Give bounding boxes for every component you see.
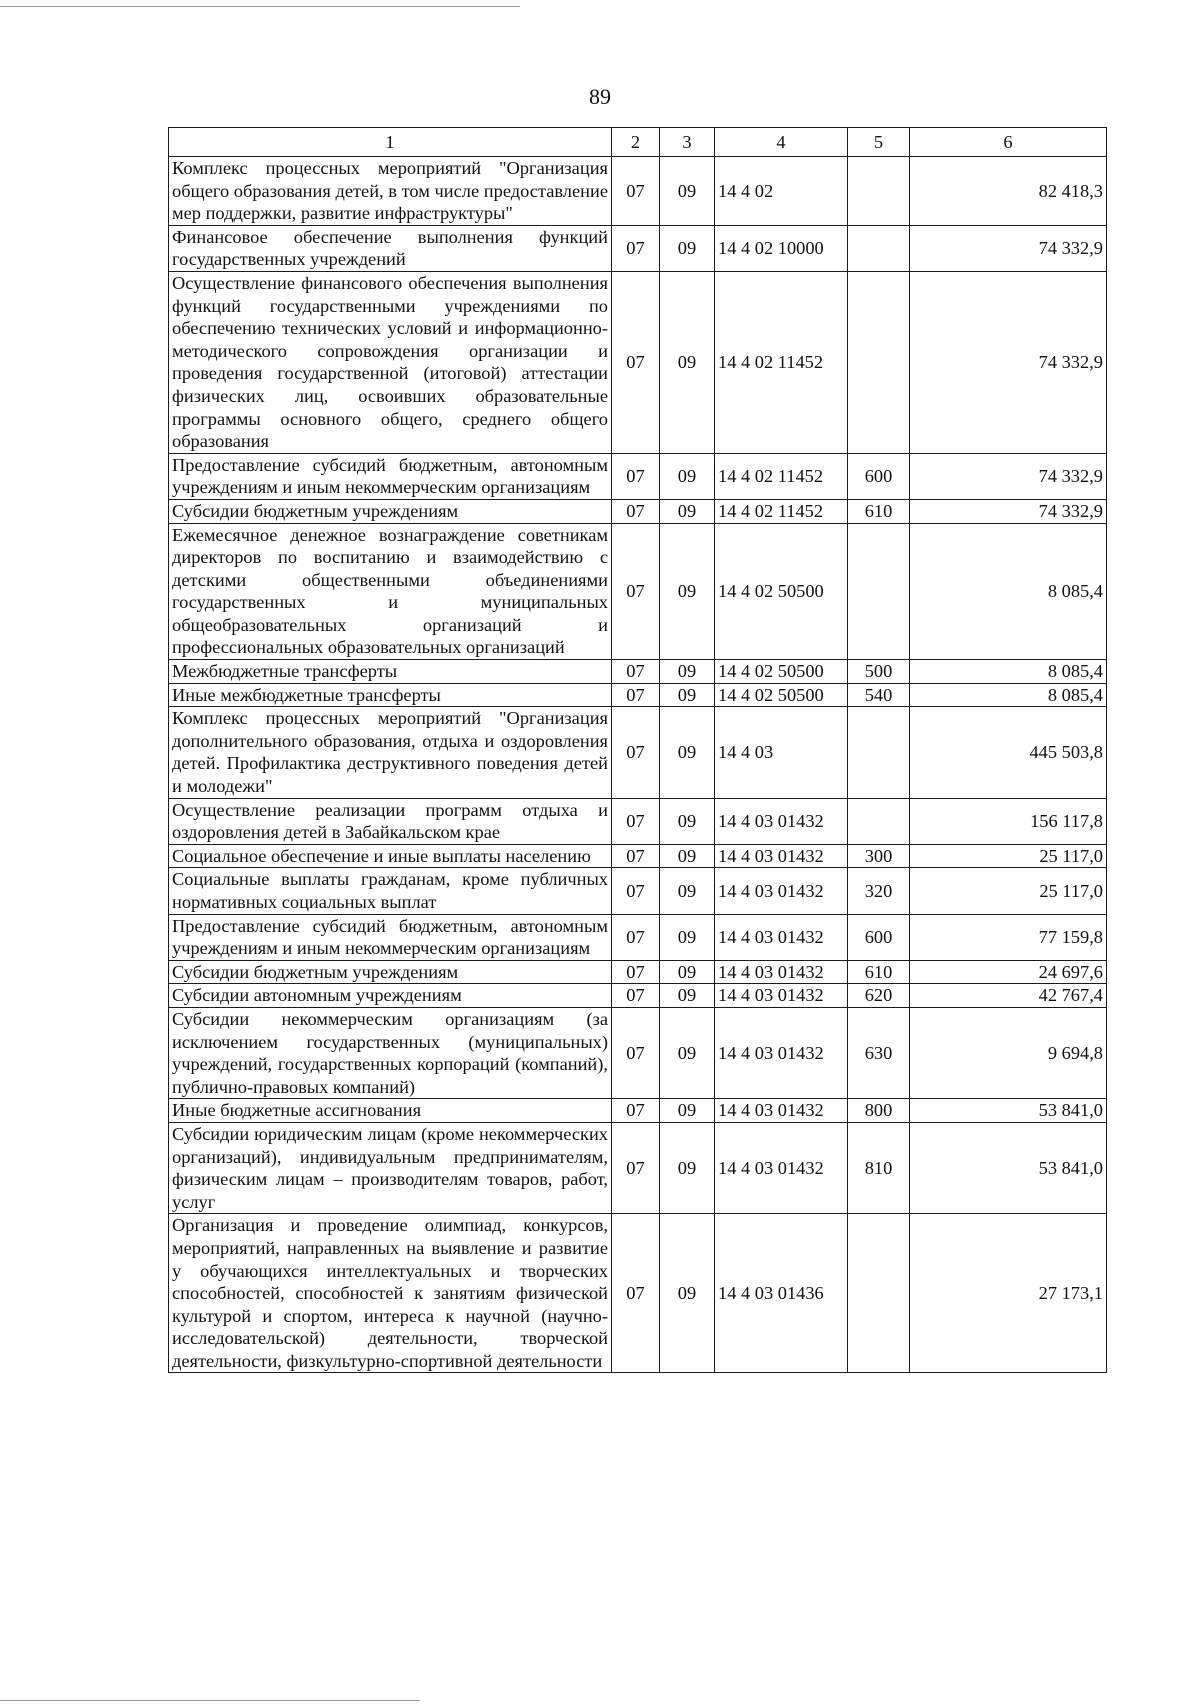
- row-name: Социальные выплаты гражданам, кроме публичных нормативных социальных выплат: [169, 868, 612, 914]
- row-name: Осуществление финансового обеспечения выполнения функций государственными учреждениями по обеспечению технических условий и информационно-методического сопровождения организации и проведения государственной (итоговой) аттестации физических лиц, освоивших образовательные программы основного общего, среднего общего образования: [169, 271, 612, 453]
- table-row: [169, 960, 1107, 984]
- table-row: [169, 707, 1107, 798]
- row-target-code: 14 4 03 01432: [715, 984, 848, 1008]
- row-amount: 82 418,3: [910, 157, 1107, 226]
- row-section: 07: [612, 499, 660, 523]
- header-col-5: 5: [848, 128, 910, 157]
- row-target-code: 14 4 03 01432: [715, 960, 848, 984]
- row-expense-type: 600: [848, 914, 910, 960]
- row-subsection: 09: [660, 984, 715, 1008]
- header-col-6: 6: [910, 128, 1107, 157]
- table-row: [169, 660, 1107, 684]
- row-name: Иные бюджетные ассигнования: [169, 1099, 612, 1123]
- row-name: Организация и проведение олимпиад, конкурсов, мероприятий, направленных на выявление и развитие у обучающихся интеллектуальных и творческих способностей, способностей к занятиям физической культурой и спортом, интереса к научной (научно-исследовательской) деятельности, творческой деятельности, физкультурно-спортивной деятельности: [169, 1214, 612, 1373]
- row-expense-type: [848, 157, 910, 226]
- row-subsection: 09: [660, 1122, 715, 1213]
- row-amount: 53 841,0: [910, 1122, 1107, 1213]
- row-amount: 445 503,8: [910, 707, 1107, 798]
- row-target-code: 14 4 02 50500: [715, 683, 848, 707]
- row-subsection: 09: [660, 157, 715, 226]
- row-section: 07: [612, 868, 660, 914]
- row-name: Осуществление реализации программ отдыха и оздоровления детей в Забайкальском крае: [169, 798, 612, 844]
- row-subsection: 09: [660, 453, 715, 499]
- row-subsection: 09: [660, 225, 715, 271]
- row-target-code: 14 4 02 11452: [715, 453, 848, 499]
- header-col-2: 2: [612, 128, 660, 157]
- row-amount: 77 159,8: [910, 914, 1107, 960]
- table-row: [169, 157, 1107, 226]
- row-expense-type: [848, 798, 910, 844]
- row-name: Субсидии бюджетным учреждениям: [169, 499, 612, 523]
- header-col-4: 4: [715, 128, 848, 157]
- table-header-row: [169, 128, 1107, 157]
- row-expense-type: 630: [848, 1007, 910, 1098]
- scan-edge-bottom: [0, 1700, 420, 1701]
- table-row: [169, 1099, 1107, 1123]
- row-name: Субсидии некоммерческим организациям (за исключением государственных (муниципальных) учреждений, государственных корпораций (компаний), публично-правовых компаний): [169, 1007, 612, 1098]
- row-expense-type: [848, 523, 910, 660]
- table-row: [169, 868, 1107, 914]
- row-section: 07: [612, 453, 660, 499]
- row-target-code: 14 4 02 11452: [715, 499, 848, 523]
- row-section: 07: [612, 960, 660, 984]
- table-row: [169, 1214, 1107, 1373]
- row-section: 07: [612, 1099, 660, 1123]
- row-target-code: 14 4 03 01432: [715, 798, 848, 844]
- row-section: 07: [612, 707, 660, 798]
- row-subsection: 09: [660, 960, 715, 984]
- row-amount: 8 085,4: [910, 660, 1107, 684]
- row-name: Финансовое обеспечение выполнения функций государственных учреждений: [169, 225, 612, 271]
- row-name: Предоставление субсидий бюджетным, автономным учреждениям и иным некоммерческим организациям: [169, 914, 612, 960]
- row-amount: 25 117,0: [910, 844, 1107, 868]
- row-section: 07: [612, 683, 660, 707]
- row-expense-type: 300: [848, 844, 910, 868]
- table-row: [169, 1007, 1107, 1098]
- table-row: [169, 271, 1107, 453]
- row-name: Субсидии автономным учреждениям: [169, 984, 612, 1008]
- row-subsection: 09: [660, 1099, 715, 1123]
- row-section: 07: [612, 1122, 660, 1213]
- row-expense-type: 810: [848, 1122, 910, 1213]
- row-amount: 8 085,4: [910, 523, 1107, 660]
- row-expense-type: [848, 271, 910, 453]
- scan-edge-top: [0, 6, 520, 7]
- row-amount: 9 694,8: [910, 1007, 1107, 1098]
- row-target-code: 14 4 02: [715, 157, 848, 226]
- row-subsection: 09: [660, 660, 715, 684]
- row-name: Комплекс процессных мероприятий "Организация общего образования детей, в том числе предоставление мер поддержки, развитие инфраструктуры": [169, 157, 612, 226]
- row-section: 07: [612, 1214, 660, 1373]
- row-target-code: 14 4 02 11452: [715, 271, 848, 453]
- row-subsection: 09: [660, 271, 715, 453]
- table-row: [169, 453, 1107, 499]
- row-expense-type: 610: [848, 960, 910, 984]
- row-section: 07: [612, 225, 660, 271]
- row-target-code: 14 4 03 01432: [715, 1122, 848, 1213]
- row-subsection: 09: [660, 868, 715, 914]
- row-amount: 74 332,9: [910, 271, 1107, 453]
- row-amount: 74 332,9: [910, 225, 1107, 271]
- row-amount: 156 117,8: [910, 798, 1107, 844]
- row-target-code: 14 4 02 10000: [715, 225, 848, 271]
- row-expense-type: [848, 1214, 910, 1373]
- row-name: Комплекс процессных мероприятий "Организация дополнительного образования, отдыха и оздоровления детей. Профилактика деструктивного поведения детей и молодежи": [169, 707, 612, 798]
- row-subsection: 09: [660, 914, 715, 960]
- row-amount: 8 085,4: [910, 683, 1107, 707]
- row-target-code: 14 4 03 01432: [715, 1099, 848, 1123]
- table-row: [169, 499, 1107, 523]
- row-section: 07: [612, 271, 660, 453]
- table-row: [169, 1122, 1107, 1213]
- row-expense-type: 610: [848, 499, 910, 523]
- row-expense-type: 540: [848, 683, 910, 707]
- row-section: 07: [612, 1007, 660, 1098]
- row-name: Субсидии юридическим лицам (кроме некоммерческих организаций), индивидуальным предпринимателям, физическим лицам – производителям товаров, работ, услуг: [169, 1122, 612, 1213]
- row-expense-type: 320: [848, 868, 910, 914]
- row-amount: 74 332,9: [910, 499, 1107, 523]
- row-target-code: 14 4 02 50500: [715, 660, 848, 684]
- row-expense-type: [848, 707, 910, 798]
- row-subsection: 09: [660, 844, 715, 868]
- row-target-code: 14 4 03 01432: [715, 844, 848, 868]
- table-body: [169, 157, 1107, 1373]
- row-section: 07: [612, 844, 660, 868]
- row-expense-type: 620: [848, 984, 910, 1008]
- row-expense-type: 800: [848, 1099, 910, 1123]
- row-amount: 74 332,9: [910, 453, 1107, 499]
- row-target-code: 14 4 03 01432: [715, 1007, 848, 1098]
- row-section: 07: [612, 660, 660, 684]
- row-target-code: 14 4 03 01436: [715, 1214, 848, 1373]
- row-section: 07: [612, 523, 660, 660]
- row-name: Межбюджетные трансферты: [169, 660, 612, 684]
- row-amount: 42 767,4: [910, 984, 1107, 1008]
- row-section: 07: [612, 157, 660, 226]
- table-row: [169, 914, 1107, 960]
- row-subsection: 09: [660, 523, 715, 660]
- row-name: Ежемесячное денежное вознаграждение советникам директоров по воспитанию и взаимодействию с детскими общественными объединениями государственных и муниципальных общеобразовательных организаций и профессиональных образовательных организаций: [169, 523, 612, 660]
- row-target-code: 14 4 03 01432: [715, 868, 848, 914]
- table-row: [169, 984, 1107, 1008]
- row-amount: 53 841,0: [910, 1099, 1107, 1123]
- row-name: Социальное обеспечение и иные выплаты населению: [169, 844, 612, 868]
- table-row: [169, 683, 1107, 707]
- row-target-code: 14 4 02 50500: [715, 523, 848, 660]
- row-name: Субсидии бюджетным учреждениям: [169, 960, 612, 984]
- budget-table: [168, 127, 1107, 1373]
- row-subsection: 09: [660, 707, 715, 798]
- header-col-3: 3: [660, 128, 715, 157]
- row-subsection: 09: [660, 683, 715, 707]
- row-subsection: 09: [660, 798, 715, 844]
- row-expense-type: 500: [848, 660, 910, 684]
- row-subsection: 09: [660, 1007, 715, 1098]
- row-expense-type: 600: [848, 453, 910, 499]
- row-section: 07: [612, 984, 660, 1008]
- row-name: Предоставление субсидий бюджетным, автономным учреждениям и иным некоммерческим организациям: [169, 453, 612, 499]
- table-row: [169, 844, 1107, 868]
- row-name: Иные межбюджетные трансферты: [169, 683, 612, 707]
- row-subsection: 09: [660, 1214, 715, 1373]
- table-row: [169, 523, 1107, 660]
- table-row: [169, 798, 1107, 844]
- row-expense-type: [848, 225, 910, 271]
- row-amount: 27 173,1: [910, 1214, 1107, 1373]
- page-number: 89: [589, 84, 611, 109]
- header-col-1: 1: [169, 128, 612, 157]
- row-section: 07: [612, 914, 660, 960]
- row-amount: 25 117,0: [910, 868, 1107, 914]
- table-row: [169, 225, 1107, 271]
- row-amount: 24 697,6: [910, 960, 1107, 984]
- row-section: 07: [612, 798, 660, 844]
- row-target-code: 14 4 03: [715, 707, 848, 798]
- row-subsection: 09: [660, 499, 715, 523]
- row-target-code: 14 4 03 01432: [715, 914, 848, 960]
